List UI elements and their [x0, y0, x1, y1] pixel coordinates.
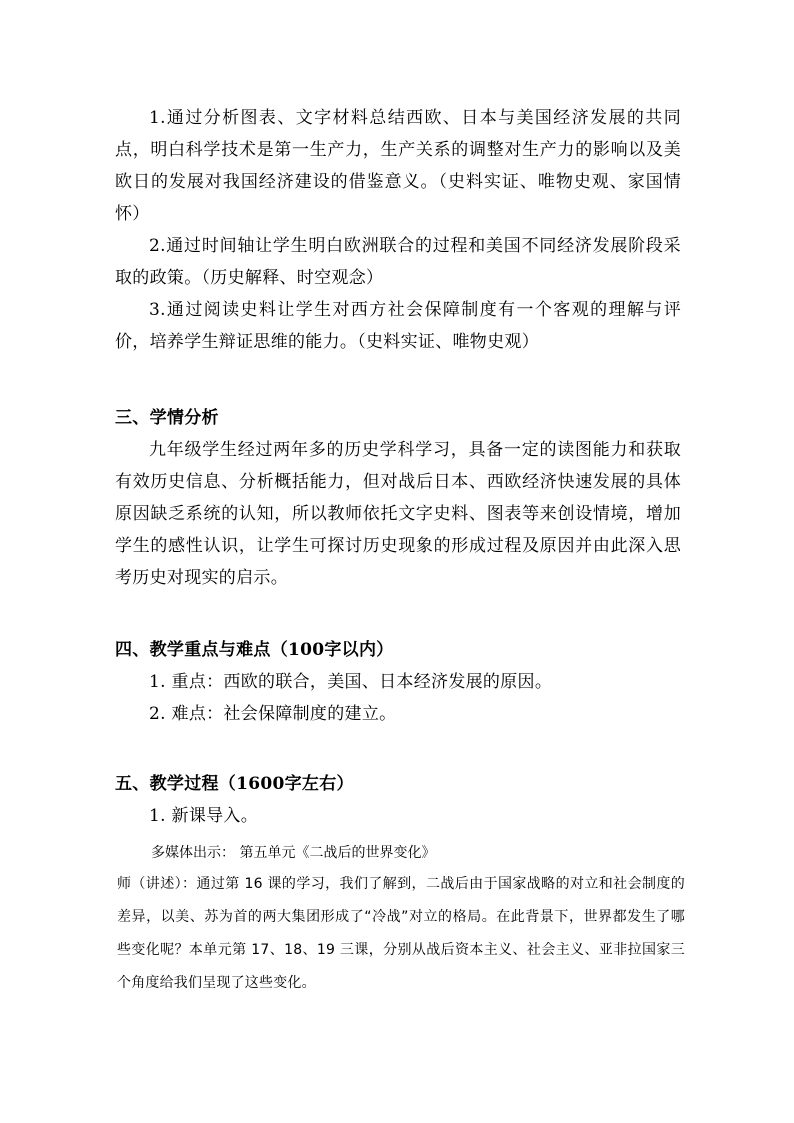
teacher-narration-block	[117, 868, 685, 1000]
objectives-block	[115, 102, 681, 358]
teacher-narration: 师（讲述）：通过第 16 课的学习，我们了解到，二战后由于国家战略的对立和社会制度的差异，以美、苏为首的两大集团形成了“冷战”对立的格局。在此背景下，世界都发生了哪些变化呢？本单元第 17、18、19 三课，分别从战后资本主义、社会主义、亚非拉国家三个角度给我们呈现了这些变化。	[117, 876, 685, 991]
step-1-intro: 1. 新课导入。	[149, 806, 259, 826]
objective-2: 2.通过时间轴让学生明白欧洲联合的过程和美国不同经济发展阶段采取的政策。（历史解释、时空观念）	[115, 236, 681, 288]
section-5-heading: 五、教学过程（1600字左右）	[115, 774, 354, 794]
objective-1: 1.通过分析图表、文字材料总结西欧、日本与美国经济发展的共同点，明白科学技术是第一生产力，生产关系的调整对生产力的影响以及美欧日的发展对我国经济建设的借鉴意义。（史料实证、唯物史观、家国情怀）	[115, 108, 681, 224]
section-teaching-process	[115, 768, 681, 832]
section-learner-analysis	[115, 402, 681, 594]
multimedia-block	[117, 838, 687, 868]
key-point-item: 1. 重点：西欧的联合，美国、日本经济发展的原因。	[149, 672, 553, 692]
section-3-body: 九年级学生经过两年多的历史学科学习，具备一定的读图能力和获取有效历史信息、分析概括能力，但对战后日本、西欧经济快速发展的具体原因缺乏系统的认知，所以教师依托文字史料、图表等来创设情境，增加学生的感性认识，让学生可探讨历史现象的形成过程及原因并由此深入思考历史对现实的启示。	[115, 440, 681, 588]
difficulty-item: 2. 难点：社会保障制度的建立。	[149, 704, 397, 724]
section-3-heading: 三、学情分析	[115, 408, 219, 428]
objective-3: 3.通过阅读史料让学生对西方社会保障制度有一个客观的理解与评价，培养学生辩证思维的能力。（史料实证、唯物史观）	[115, 300, 681, 352]
section-4-heading: 四、教学重点与难点（100字以内）	[115, 640, 394, 660]
multimedia-caption: 多媒体出示： 第五单元《二战后的世界变化》	[151, 845, 436, 861]
section-key-points	[115, 634, 681, 730]
